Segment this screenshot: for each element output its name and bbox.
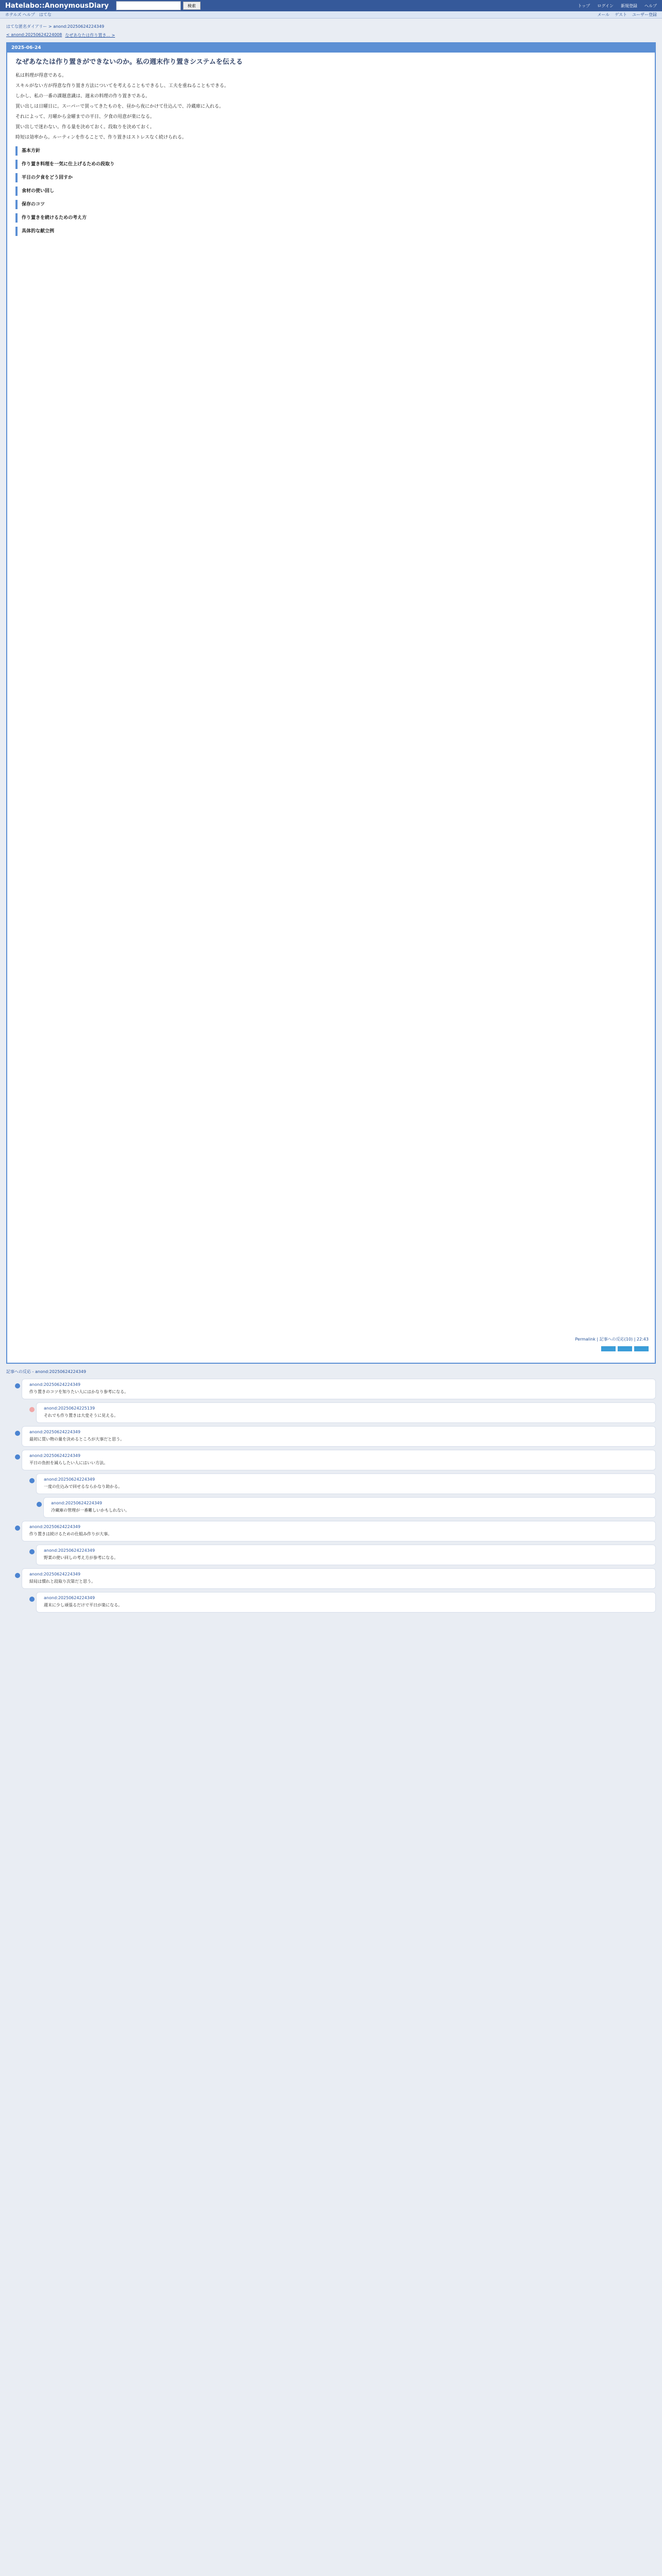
comment-item xyxy=(22,1450,656,1470)
comment-marker xyxy=(29,1407,35,1412)
section-heading: 作り置きを続けるための考え方 xyxy=(15,213,647,223)
comment-text: 作り置きのコツを知りたい人にはかなり参考になる。 xyxy=(29,1389,128,1394)
section-heading: 具体的な献立例 xyxy=(15,227,647,236)
entry-paragraph: それによって、月曜から金曜までの平日、夕食の用意が楽になる。 xyxy=(15,114,155,120)
top-links xyxy=(578,3,657,9)
comment-text: 野菜の使い回しの考え方が参考になる。 xyxy=(44,1555,118,1560)
comment-author[interactable]: anond:20250624224349 xyxy=(51,1501,102,1505)
comment-marker xyxy=(15,1573,20,1578)
comment-marker xyxy=(29,1549,35,1554)
top-link-help[interactable]: ヘルプ xyxy=(644,3,657,8)
page-footer xyxy=(0,1613,662,1674)
share-button[interactable] xyxy=(618,1346,632,1351)
comment-author[interactable]: anond:20250624224349 xyxy=(29,1572,80,1577)
comment-marker xyxy=(15,1431,20,1436)
comment-item xyxy=(22,1426,656,1447)
sub-bar xyxy=(0,11,662,19)
entry-paragraph: 私は料理が得意である。 xyxy=(15,73,67,78)
comment-text: 週末に少し頑張るだけで平日が楽になる。 xyxy=(44,1603,122,1607)
entry-paragraph: スキルがない方が得意な作り置き方法についてを考えることもできるし、工夫を重ねることもできる。 xyxy=(15,83,229,89)
breadcrumb-current: anond:20250624224349 xyxy=(53,24,105,29)
top-bar xyxy=(0,0,662,11)
comment-author[interactable]: anond:20250624225139 xyxy=(44,1406,95,1411)
section-heading: 作り置き料理を一気に仕上げるための段取り xyxy=(15,160,647,169)
comment-author[interactable]: anond:20250624224349 xyxy=(29,1430,80,1434)
comment-marker xyxy=(37,1502,42,1507)
comment-author[interactable]: anond:20250624224349 xyxy=(29,1524,80,1529)
comment-marker xyxy=(15,1454,20,1460)
entry-permalink[interactable]: Permalink | 記事への反応(10) | 22:43 xyxy=(575,1337,649,1342)
entry-panel xyxy=(6,42,656,1364)
entry-paragraph: 買い出しは日曜日に。スーパーで買ってきたものを、昼から夜にかけて仕込んで、冷蔵庫に入れる。 xyxy=(15,104,224,109)
subbar-right xyxy=(597,12,657,18)
entry-date: 2025-06-24 xyxy=(7,43,655,53)
comment-author[interactable]: anond:20250624224349 xyxy=(44,1477,95,1482)
section-heading: 平日の夕食をどう回すか xyxy=(15,173,647,182)
comment-author[interactable]: anond:20250624224349 xyxy=(44,1596,95,1600)
related-header: 記事への反応 - anond:20250624224349 xyxy=(6,1369,86,1374)
comment-item xyxy=(36,1592,656,1613)
section-heading: 食材の使い回し xyxy=(15,187,647,196)
entry-paragraph: 時短は効率から。ルーティンを作ることで、作り置きはストレスなく続けられる。 xyxy=(15,135,187,140)
comment-item xyxy=(36,1402,656,1423)
comment-item xyxy=(22,1521,656,1541)
entry-paragraph: しかし、私の一番の課題意識は、週末の料理の作り置きである。 xyxy=(15,94,151,99)
search-button[interactable]: 検索 xyxy=(183,2,201,10)
subbar-link-mail[interactable]: メール xyxy=(597,12,610,17)
comment-author[interactable]: anond:20250624224349 xyxy=(44,1548,95,1553)
comment-author[interactable]: anond:20250624224349 xyxy=(29,1382,80,1387)
top-link-register[interactable]: 新規登録 xyxy=(621,3,637,8)
share-button[interactable] xyxy=(634,1346,649,1351)
section-heading: 保存のコツ xyxy=(15,200,647,209)
comment-marker xyxy=(15,1383,20,1388)
site-brand[interactable]: Hatelabo::AnonymousDiary xyxy=(5,2,109,10)
comment-item xyxy=(43,1497,656,1518)
entry-paragraph: 買い出しで迷わない。作る量を決めておく。段取りを決めておく。 xyxy=(15,125,155,130)
top-link-login[interactable]: ログイン xyxy=(597,3,614,8)
comment-text: それでも作り置きは大変そうに見える。 xyxy=(44,1413,118,1418)
comment-marker xyxy=(29,1478,35,1483)
comment-item xyxy=(22,1568,656,1589)
subbar-link-guest[interactable]: ゲスト xyxy=(615,12,627,17)
breadcrumb: はてな匿名ダイアリー > anond:20250624224349 xyxy=(6,24,105,29)
section-heading: 基本方針 xyxy=(15,146,647,156)
entry-nav xyxy=(6,32,656,38)
comments-list xyxy=(6,1379,656,1613)
comment-item xyxy=(36,1473,656,1494)
comment-text: 作り置きは続けるための仕組み作りが大事。 xyxy=(29,1532,112,1536)
search-input[interactable] xyxy=(116,1,181,10)
subbar-link-signup[interactable]: ユーザー登録 xyxy=(632,12,657,17)
entry-body xyxy=(7,53,655,245)
top-link-home[interactable]: トップ xyxy=(577,3,590,8)
share-buttons xyxy=(601,1346,649,1351)
comment-text: 冷蔵庫の管理が一番難しいかもしれない。 xyxy=(51,1508,129,1513)
share-button[interactable] xyxy=(601,1346,616,1351)
comment-item xyxy=(22,1379,656,1399)
comment-text: 結局は慣れと段取り次第だと思う。 xyxy=(29,1579,95,1584)
entry-title: なぜあなたは作り置きができないのか。私の週末作り置きシステムを伝える xyxy=(15,58,243,66)
comment-marker xyxy=(15,1526,20,1531)
comment-marker xyxy=(29,1597,35,1602)
comment-text: 最初に買い物の量を決めるところが大事だと思う。 xyxy=(29,1437,124,1442)
breadcrumb-prefix[interactable]: はてな匿名ダイアリー xyxy=(6,24,47,29)
prev-entry-link[interactable]: < anond:20250624224008 xyxy=(6,32,62,37)
comment-text: 一度の仕込みで回せるならかなり助かる。 xyxy=(44,1484,122,1489)
comment-author[interactable]: anond:20250624224349 xyxy=(29,1453,80,1458)
subbar-left[interactable]: ホテルズ ヘルプ はてな xyxy=(5,12,52,17)
comment-text: 平日の負担を減らしたい人にはいい方法。 xyxy=(29,1461,108,1465)
next-entry-link[interactable]: なぜあなたは作り置き... > xyxy=(65,33,115,38)
comment-item xyxy=(36,1545,656,1565)
